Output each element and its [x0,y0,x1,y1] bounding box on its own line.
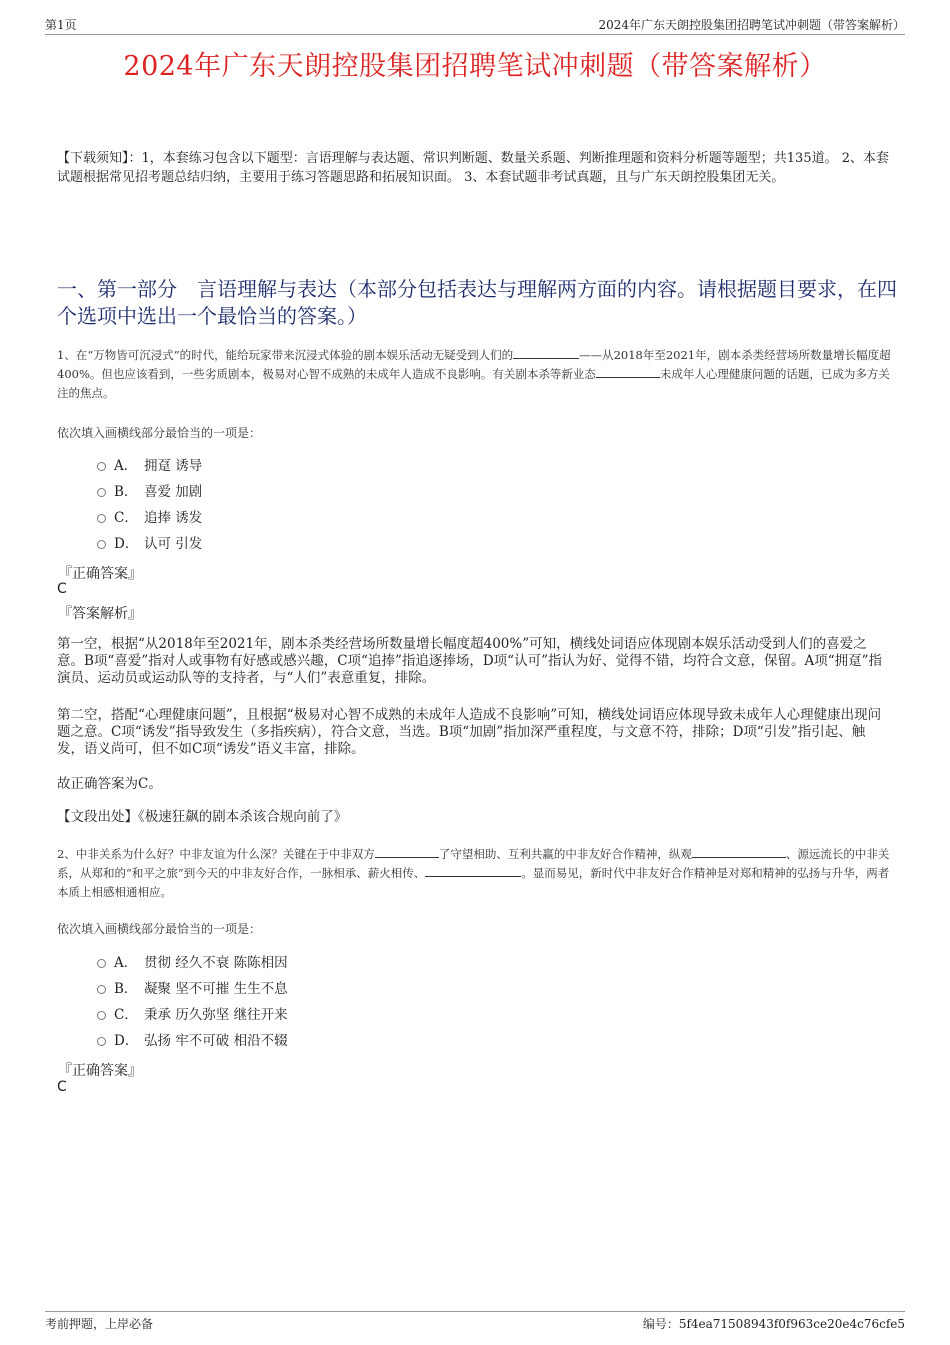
download-notice: 【下载须知】：1，本套练习包含以下题型：言语理解与表达题、常识判断题、数量关系题、判断推理题和资料分析题等题型；共135道。 2、本套试题根据常见招考题总结归纳，主要用于练习答题思路和拓展知识面。 3、本套试题非考试真题，且与广东天朗控股集团无关。 [57,151,889,185]
radio-icon[interactable] [97,1011,106,1020]
header-doc-title: 2024年广东天朗控股集团招聘笔试冲刺题（带答案解析） [598,18,905,32]
analysis-paragraph-2: 第二空，搭配“心理健康问题”，且根据“极易对心智不成熟的未成年人造成不良影响”可知，横线处词语应体现导致未成年人心理健康出现问题之意。C项“诱发”指导致发生（多指疾病），符合文意，当选。B项“加剧”指加深严重程度，与文意不符，排除；D项“引发”指引起、触发，语义尚可，但不如C项“诱发”语义丰富，排除。 [57,707,882,757]
blank-2 [692,845,786,858]
document-id: 编号：5f4ea71508943f0f963ce20e4c76cfe5 [642,1317,905,1331]
analysis-conclusion: 故正确答案为C。 [57,776,162,792]
radio-icon[interactable] [97,959,106,968]
radio-icon[interactable] [97,488,106,497]
footer-slogan: 考前押题，上岸必备 [45,1317,154,1331]
question-1-option-b[interactable]: B． 喜爱 加剧 [97,482,202,502]
page-number: 第1页 [45,18,77,32]
blank-3 [425,864,521,877]
blank-1 [375,845,439,858]
correct-answer-label: 『正确答案』 [58,566,142,582]
document-title: 2024年广东天朗控股集团招聘笔试冲刺题（带答案解析） [123,51,827,82]
radio-icon[interactable] [97,514,106,523]
radio-icon[interactable] [97,1037,106,1046]
radio-icon[interactable] [97,540,106,549]
question-1-option-a[interactable]: A． 拥趸 诱导 [97,456,202,476]
question-1-option-c[interactable]: C． 追捧 诱发 [97,508,202,528]
blank-1 [513,346,579,359]
page-header [45,14,905,35]
radio-icon[interactable] [97,462,106,471]
question-2-option-a[interactable]: A． 贯彻 经久不衰 陈陈相因 [97,953,288,973]
blank-2 [596,365,660,378]
page-footer [45,1311,905,1332]
correct-answer: C [57,1079,67,1095]
passage-source: 【文段出处】《极速狂飙的剧本杀该合规向前了》 [57,809,348,825]
question-2-text: 2、中非关系为什么好？中非友谊为什么深？关键在于中非双方 了守望相助、互利共赢的中非友好合作精神，纵观 、源远流长的中非关系，从郑和的“和平之旅”到今天的中非友好合作，一脉相承、薪火相传、 。显而易见，新时代中非友好合作精神是对郑和精神的弘扬与升华，两者本质上相感相通相应。 [57,847,890,899]
question-2-option-c[interactable]: C． 秉承 历久弥坚 继往开来 [97,1005,288,1025]
correct-answer-label: 『正确答案』 [58,1063,142,1079]
question-2-option-b[interactable]: B． 凝聚 坚不可摧 生生不息 [97,979,288,999]
radio-icon[interactable] [97,985,106,994]
question-2-instruction: 依次填入画横线部分最恰当的一项是： [57,922,262,936]
section-title: 一、第一部分 言语理解与表达（本部分包括表达与理解两方面的内容。请根据题目要求，在四个选项中选出一个最恰当的答案。） [57,277,897,328]
correct-answer: C [57,581,67,597]
question-2-option-d[interactable]: D． 弘扬 牢不可破 相沿不辍 [97,1031,288,1051]
question-1-text: 1、在“万物皆可沉浸式”的时代，能给玩家带来沉浸式体验的剧本娱乐活动无疑受到人们的 ——从2018年至2021年，剧本杀类经营场所数量增长幅度超400%。但也应该看到，一些劣质剧本，极易对心智不成熟的未成年人造成不良影响。有关剧本杀等新业态 未成年人心理健康问题的话题，已成为多方关注的焦点。 [57,348,891,400]
analysis-paragraph-1: 第一空，根据“从2018年至2021年，剧本杀类经营场所数量增长幅度超400%”可知，横线处词语应体现剧本娱乐活动受到人们的喜爱之意。B项“喜爱”指对人或事物有好感或感兴趣，C项“追捧”指追逐捧场，D项“认可”指认为好、觉得不错，均符合文意，保留。A项“拥趸”指演员、运动员或运动队等的支持者，与“人们”表意重复，排除。 [57,636,883,686]
question-1-option-d[interactable]: D． 认可 引发 [97,534,202,554]
analysis-label: 『答案解析』 [58,606,142,622]
question-1-instruction: 依次填入画横线部分最恰当的一项是： [57,426,262,440]
